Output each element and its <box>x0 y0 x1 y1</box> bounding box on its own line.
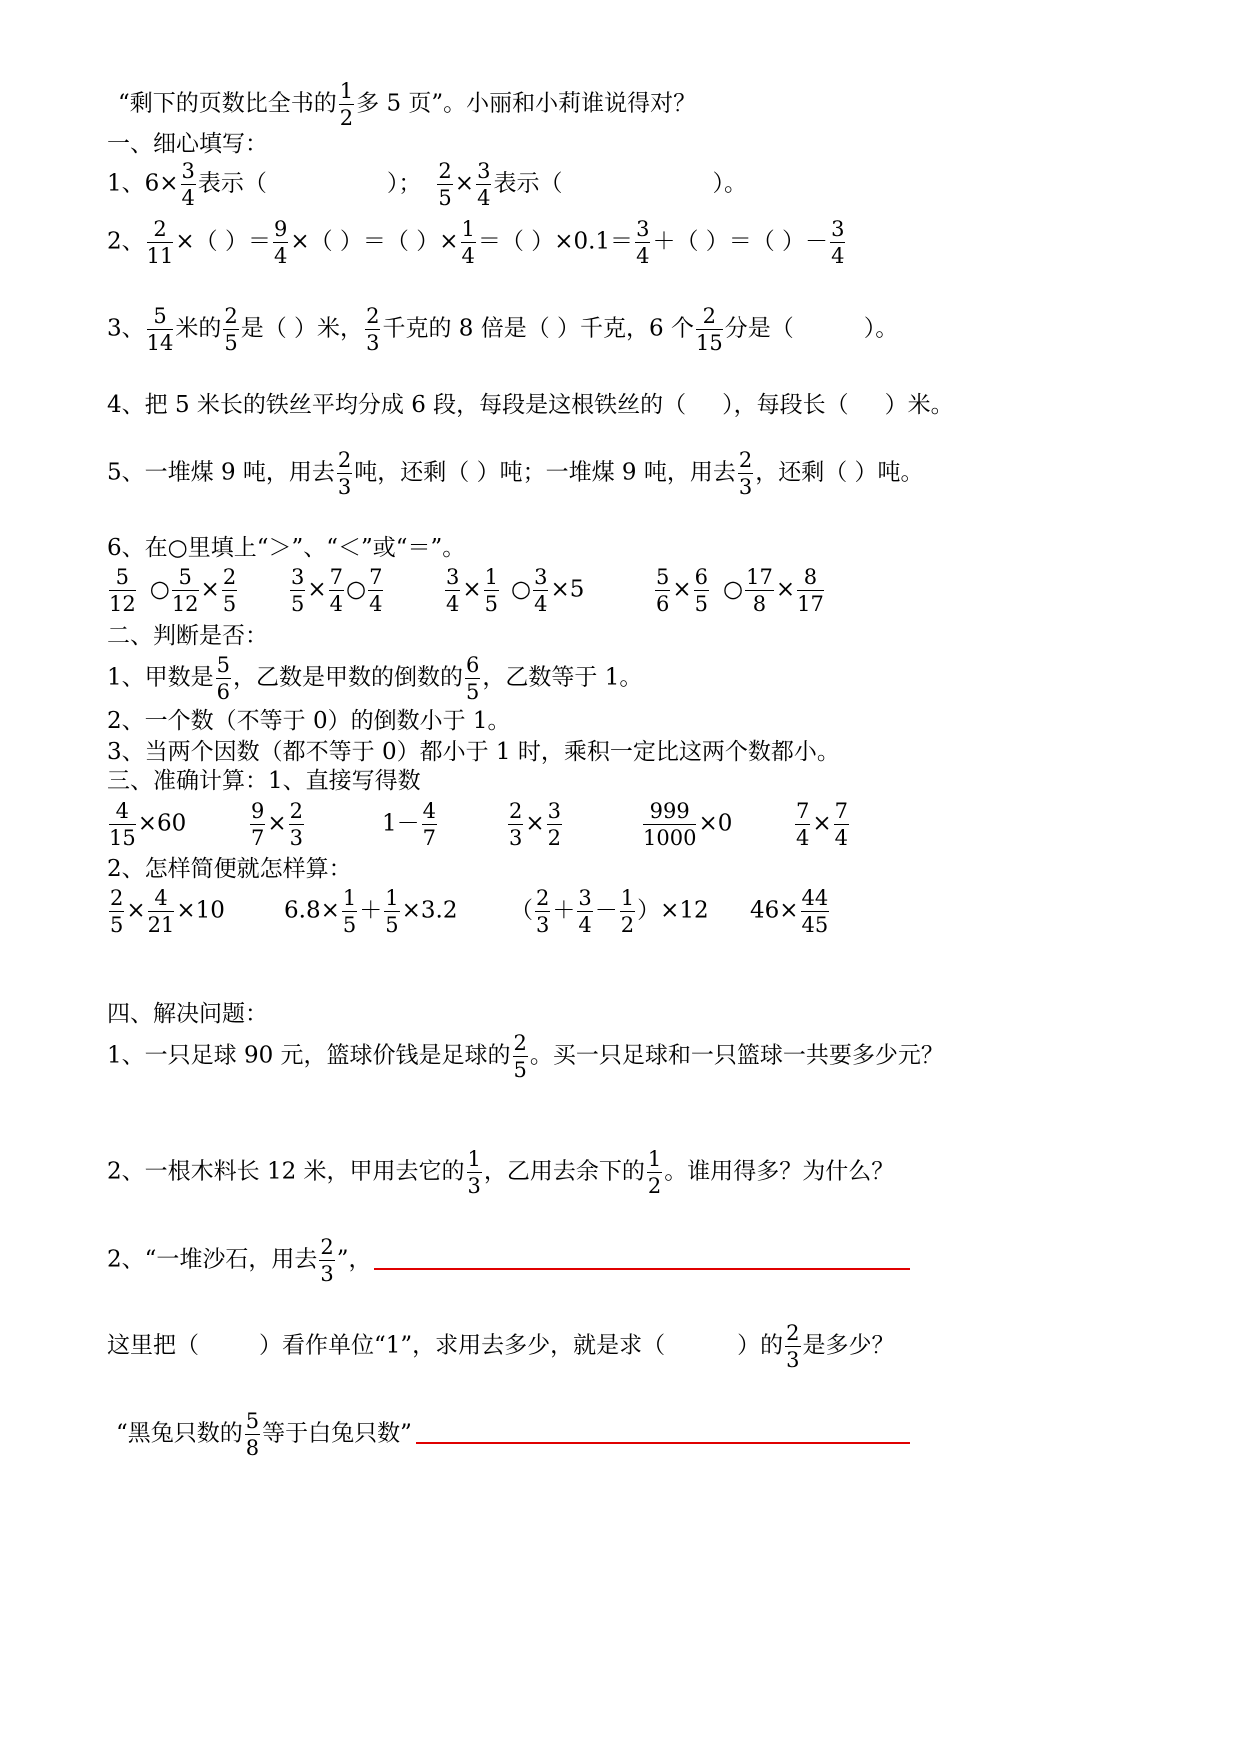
text-segment: 4、把 5 米长的铁丝平均分成 6 段，每段是这根铁丝的（ <box>107 392 687 418</box>
fraction <box>533 566 548 615</box>
fraction-denominator: 3 <box>337 475 352 500</box>
fraction <box>801 887 830 936</box>
fraction-denominator: 5 <box>385 913 399 938</box>
fraction <box>365 305 380 354</box>
fraction-numerator: 3 <box>547 800 562 825</box>
fraction-denominator: 2 <box>620 913 635 938</box>
fraction-denominator: 12 <box>171 592 199 617</box>
fraction-numerator: 1 <box>384 887 399 912</box>
fraction <box>109 887 124 936</box>
fraction <box>437 160 452 209</box>
fraction-denominator: 4 <box>273 244 288 269</box>
fraction-numerator: 999 <box>643 800 696 825</box>
fraction-numerator: 3 <box>577 887 592 912</box>
s3-subtitle-2: 2、怎样简便就怎样算： <box>107 856 352 882</box>
fraction-numerator: 3 <box>476 160 491 185</box>
fraction-numerator: 2 <box>289 800 304 825</box>
fraction <box>476 160 491 209</box>
fraction-numerator: 1 <box>339 80 354 105</box>
s1-q4 <box>107 394 954 417</box>
text-segment: ×5 <box>550 576 585 603</box>
text-segment: 米的 <box>175 315 222 342</box>
fraction-denominator: 4 <box>181 186 195 211</box>
fraction-numerator: 4 <box>422 800 437 825</box>
compare-circle[interactable]: ○ <box>511 576 532 603</box>
fraction <box>694 566 709 615</box>
text-segment: 3、 <box>107 315 145 342</box>
fraction-numerator: 3 <box>181 160 196 185</box>
text-segment: × <box>775 576 796 603</box>
fraction-numerator: 9 <box>250 800 265 825</box>
fraction <box>738 449 753 498</box>
text-segment: ×0 <box>698 810 733 837</box>
fraction-denominator: 5 <box>513 1058 527 1083</box>
text-segment: 是（ ）米， <box>240 315 364 342</box>
compare-circle[interactable]: ○ <box>346 576 367 603</box>
s4-q3 <box>107 1236 372 1285</box>
fraction-denominator: 1000 <box>643 826 697 851</box>
fraction-numerator: 5 <box>172 566 199 591</box>
text-segment: ，乙用去余下的 <box>483 1158 645 1185</box>
s1-q6: 6、在○里填上“＞”、“＜”或“＝”。 <box>107 535 466 561</box>
fraction-numerator: 1 <box>484 566 499 591</box>
text-segment: 1、6× <box>107 170 179 197</box>
text-segment: 等于白兔只数” <box>262 1420 412 1447</box>
fraction <box>484 566 499 615</box>
fraction-denominator: 5 <box>694 592 709 617</box>
fraction-denominator: 4 <box>461 244 475 269</box>
fraction <box>290 566 305 615</box>
text-segment: ＝（ ）×0.1＝ <box>477 228 634 255</box>
fraction-numerator: 5 <box>245 1410 260 1435</box>
fraction-numerator: 1 <box>342 887 357 912</box>
fraction <box>339 80 354 129</box>
fraction-numerator: 6 <box>694 566 709 591</box>
fraction-denominator: 6 <box>216 680 231 705</box>
fraction <box>797 566 824 615</box>
fraction-numerator: 2 <box>223 305 238 330</box>
s2-q2: 2、一个数（不等于 0）的倒数小于 1。 <box>107 708 511 734</box>
fraction-numerator: 44 <box>801 887 830 912</box>
fraction-numerator: 7 <box>368 566 383 591</box>
fraction-denominator: 14 <box>146 331 174 356</box>
fraction <box>148 887 175 936</box>
fraction-denominator: 3 <box>366 331 380 356</box>
text-segment: 6.8× <box>284 897 340 924</box>
compare-item-2 <box>288 566 385 615</box>
s4-q2 <box>107 1148 894 1197</box>
fraction <box>508 800 523 849</box>
fraction-denominator: 3 <box>738 475 753 500</box>
fraction <box>620 887 635 936</box>
fraction-denominator: 5 <box>291 592 305 617</box>
fraction-numerator: 8 <box>797 566 824 591</box>
intro-text-1: “剩下的页数比全书的 <box>118 90 337 117</box>
compare-circle[interactable]: ○ <box>723 576 744 603</box>
text-segment: ＋ <box>552 897 576 924</box>
text-segment: ＋（ ）＝（ ）－ <box>652 228 829 255</box>
text-segment: × <box>307 576 327 603</box>
text-segment: 1、一只足球 90 元，篮球价钱是足球的 <box>107 1042 511 1069</box>
text-segment: ，乙数等于 1。 <box>482 664 643 691</box>
fraction-denominator: 3 <box>320 1262 334 1287</box>
fraction-denominator: 6 <box>656 592 670 617</box>
fraction <box>147 305 174 354</box>
fraction-numerator: 2 <box>513 1032 528 1057</box>
text-segment: × <box>267 810 287 837</box>
fraction <box>422 800 437 849</box>
fraction-numerator: 2 <box>696 305 723 330</box>
s1-q2 <box>107 218 847 267</box>
s1-q3 <box>107 305 898 354</box>
fraction-denominator: 5 <box>466 680 480 705</box>
fraction-denominator: 5 <box>342 913 357 938</box>
text-segment: × <box>454 170 475 197</box>
fraction-denominator: 11 <box>146 244 174 269</box>
fraction-numerator: 2 <box>109 887 124 912</box>
fraction-numerator: 17 <box>745 566 774 591</box>
fraction-numerator: 2 <box>319 1236 334 1261</box>
text-segment: 千克的 8 倍是（ ）千克，6 个 <box>382 315 694 342</box>
direct-calc-5 <box>641 800 732 849</box>
fraction <box>696 305 723 354</box>
compare-item-3 <box>443 566 584 615</box>
text-segment: 表示（ <box>197 170 267 197</box>
fraction <box>289 800 304 849</box>
fraction <box>535 887 550 936</box>
fraction <box>513 1032 528 1081</box>
fraction-denominator: 4 <box>446 592 460 617</box>
fraction <box>465 654 480 703</box>
fraction-numerator: 2 <box>147 218 174 243</box>
simple-calc-4 <box>750 887 831 936</box>
fraction-denominator: 2 <box>647 1174 662 1199</box>
fraction-denominator: 2 <box>547 826 562 851</box>
simple-calc-3 <box>510 887 709 936</box>
text-segment: 吨，还剩（ ）吨；一堆煤 9 吨，用去 <box>354 459 736 486</box>
compare-item-4 <box>653 566 826 615</box>
fraction-numerator: 3 <box>445 566 460 591</box>
answer-underline[interactable] <box>374 1268 910 1270</box>
fraction-numerator: 2 <box>785 1322 800 1347</box>
section-4-title: 四、解决问题： <box>107 1001 268 1027</box>
fraction-numerator: 4 <box>109 800 136 825</box>
fraction-numerator: 2 <box>508 800 523 825</box>
direct-calc-1 <box>107 800 186 849</box>
text-segment: 。买一只足球和一只篮球一共要多少元？ <box>529 1042 944 1069</box>
fraction <box>445 566 460 615</box>
fraction <box>337 449 352 498</box>
direct-calc-4 <box>506 800 564 849</box>
fraction-numerator: 5 <box>655 566 670 591</box>
fraction-denominator: 12 <box>109 592 136 617</box>
compare-circle[interactable]: ○ <box>149 576 170 603</box>
fraction-numerator: 2 <box>535 887 550 912</box>
fraction <box>222 566 237 615</box>
fraction-denominator: 5 <box>484 592 499 617</box>
fraction-numerator: 2 <box>222 566 237 591</box>
s4-q4 <box>107 1322 895 1371</box>
fraction-denominator: 4 <box>796 826 810 851</box>
text-segment: × <box>126 897 146 924</box>
fraction <box>577 887 592 936</box>
fraction-denominator: 5 <box>438 186 452 211</box>
text-segment: 1－ <box>382 810 420 837</box>
fraction-denominator: 3 <box>786 1348 800 1373</box>
fraction <box>785 1322 800 1371</box>
s1-q1 <box>107 160 747 209</box>
text-segment: 1、甲数是 <box>107 664 214 691</box>
fraction <box>635 218 650 267</box>
fraction-numerator: 1 <box>461 218 476 243</box>
s4-q5 <box>116 1410 412 1459</box>
fraction-denominator: 3 <box>289 826 304 851</box>
fraction-numerator: 3 <box>533 566 548 591</box>
fraction-denominator: 7 <box>422 826 437 851</box>
simple-calc-2 <box>284 887 457 936</box>
fraction-denominator: 5 <box>222 592 237 617</box>
text-segment: × <box>812 810 832 837</box>
fraction-denominator: 2 <box>339 106 354 131</box>
text-segment: ）×12 <box>637 897 709 924</box>
s4-q1 <box>107 1032 944 1081</box>
fraction <box>745 566 774 615</box>
fraction-denominator: 21 <box>147 913 175 938</box>
text-segment: － <box>594 897 618 924</box>
fraction-denominator: 4 <box>578 913 592 938</box>
fraction <box>245 1410 260 1459</box>
fraction <box>461 218 476 267</box>
text-segment: 5、一堆煤 9 吨，用去 <box>107 459 335 486</box>
fraction <box>655 566 670 615</box>
compare-item-1 <box>107 566 239 615</box>
fraction-numerator: 9 <box>273 218 288 243</box>
fraction-numerator: 7 <box>329 566 344 591</box>
fraction-denominator: 15 <box>109 826 136 851</box>
fraction-denominator: 4 <box>477 186 491 211</box>
fraction <box>467 1148 482 1197</box>
fraction-denominator: 4 <box>834 826 849 851</box>
fraction-denominator: 5 <box>224 331 238 356</box>
fraction-numerator: 5 <box>216 654 231 679</box>
fraction <box>643 800 696 849</box>
fraction <box>795 800 810 849</box>
s1-q5 <box>107 449 924 498</box>
text-segment: 分是（ <box>724 315 794 342</box>
fraction <box>319 1236 334 1285</box>
fraction-denominator: 8 <box>752 592 767 617</box>
intro-line <box>118 80 696 129</box>
text-segment: 2、一根木料长 12 米，甲用去它的 <box>107 1158 465 1185</box>
text-segment: 46× <box>750 897 799 924</box>
fraction-numerator: 5 <box>147 305 174 330</box>
fraction-numerator: 3 <box>830 218 845 243</box>
direct-calc-6 <box>793 800 851 849</box>
text-segment: ＋ <box>359 897 383 924</box>
text-segment: （ <box>510 897 533 924</box>
direct-calc-3 <box>382 800 439 849</box>
answer-underline[interactable] <box>416 1442 910 1444</box>
fraction-denominator: 45 <box>801 913 829 938</box>
fraction-denominator: 3 <box>536 913 550 938</box>
fraction <box>172 566 199 615</box>
text-segment: “黑兔只数的 <box>116 1420 243 1447</box>
fraction <box>223 305 238 354</box>
fraction-numerator: 2 <box>365 305 380 330</box>
text-segment: ）； <box>386 170 422 197</box>
text-segment: ”， <box>336 1246 372 1273</box>
fraction-denominator: 3 <box>467 1174 481 1199</box>
fraction <box>329 566 344 615</box>
text-segment: ），每段长（ <box>722 392 849 418</box>
fraction-denominator: 5 <box>110 913 124 938</box>
text-segment: ）的 <box>737 1332 784 1359</box>
text-segment: ×（ ）＝ <box>175 228 271 255</box>
fraction-denominator: 7 <box>251 826 265 851</box>
fraction-numerator: 7 <box>795 800 810 825</box>
text-segment: ，还剩（ ）吨。 <box>755 459 924 486</box>
fraction-denominator: 8 <box>245 1436 260 1461</box>
fraction-numerator: 1 <box>647 1148 662 1173</box>
text-segment: 表示（ <box>493 170 563 197</box>
fraction <box>384 887 399 936</box>
fraction <box>368 566 383 615</box>
fraction-denominator: 4 <box>831 244 845 269</box>
fraction <box>830 218 845 267</box>
text-segment: 2、 <box>107 228 145 255</box>
fraction-numerator: 3 <box>290 566 305 591</box>
fraction <box>109 566 136 615</box>
fraction <box>547 800 562 849</box>
fraction-denominator: 3 <box>509 826 523 851</box>
fraction-denominator: 15 <box>695 331 723 356</box>
fraction <box>342 887 357 936</box>
text-segment: ×3.2 <box>401 897 458 924</box>
intro-text-2: 多 5 页”。小丽和小莉谁说得对？ <box>356 90 697 117</box>
fraction <box>216 654 231 703</box>
text-segment: × <box>525 810 545 837</box>
fraction <box>147 218 174 267</box>
text-segment: × <box>672 576 692 603</box>
section-3-title: 三、准确计算：1、直接写得数 <box>107 768 421 794</box>
fraction-numerator: 3 <box>635 218 650 243</box>
fraction-numerator: 6 <box>465 654 480 679</box>
text-segment: 这里把（ <box>107 1332 199 1359</box>
fraction-denominator: 4 <box>636 244 650 269</box>
fraction <box>834 800 849 849</box>
fraction-denominator: 4 <box>369 592 383 617</box>
direct-calc-2 <box>248 800 306 849</box>
simple-calc-1 <box>107 887 225 936</box>
fraction-denominator: 4 <box>534 592 548 617</box>
fraction-numerator: 2 <box>437 160 452 185</box>
fraction-denominator: 4 <box>329 592 344 617</box>
text-segment: 。谁用得多？为什么？ <box>664 1158 895 1185</box>
s2-q1 <box>107 654 642 703</box>
fraction-numerator: 1 <box>467 1148 482 1173</box>
s2-q3: 3、当两个因数（都不等于 0）都小于 1 时，乘积一定比这两个数都小。 <box>107 739 840 765</box>
text-segment: 2、“一堆沙石，用去 <box>107 1246 318 1273</box>
fraction <box>647 1148 662 1197</box>
section-2-title: 二、判断是否： <box>107 623 268 649</box>
fraction-numerator: 7 <box>834 800 849 825</box>
fraction <box>273 218 288 267</box>
text-segment: ）。 <box>712 170 747 197</box>
text-segment: ，乙数是甲数的倒数的 <box>233 664 464 691</box>
text-segment: ）米。 <box>884 392 954 418</box>
fraction-numerator: 2 <box>738 449 753 474</box>
fraction-denominator: 17 <box>797 592 824 617</box>
text-segment: ×（ ）＝（ ）× <box>290 228 459 255</box>
section-1-title: 一、细心填写： <box>107 131 268 157</box>
fraction-numerator: 2 <box>337 449 352 474</box>
text-segment: ×60 <box>137 810 187 837</box>
text-segment: ）看作单位“1”，求用去多少，就是求（ <box>259 1332 666 1359</box>
fraction-numerator: 4 <box>148 887 175 912</box>
text-segment: ×10 <box>176 897 225 924</box>
text-segment: ）。 <box>863 315 899 342</box>
text-segment: × <box>200 576 220 603</box>
fraction <box>250 800 265 849</box>
text-segment: × <box>462 576 482 603</box>
fraction-numerator: 1 <box>620 887 635 912</box>
fraction-numerator: 5 <box>109 566 136 591</box>
text-segment: 是多少？ <box>802 1332 895 1359</box>
fraction <box>109 800 136 849</box>
fraction <box>181 160 196 209</box>
